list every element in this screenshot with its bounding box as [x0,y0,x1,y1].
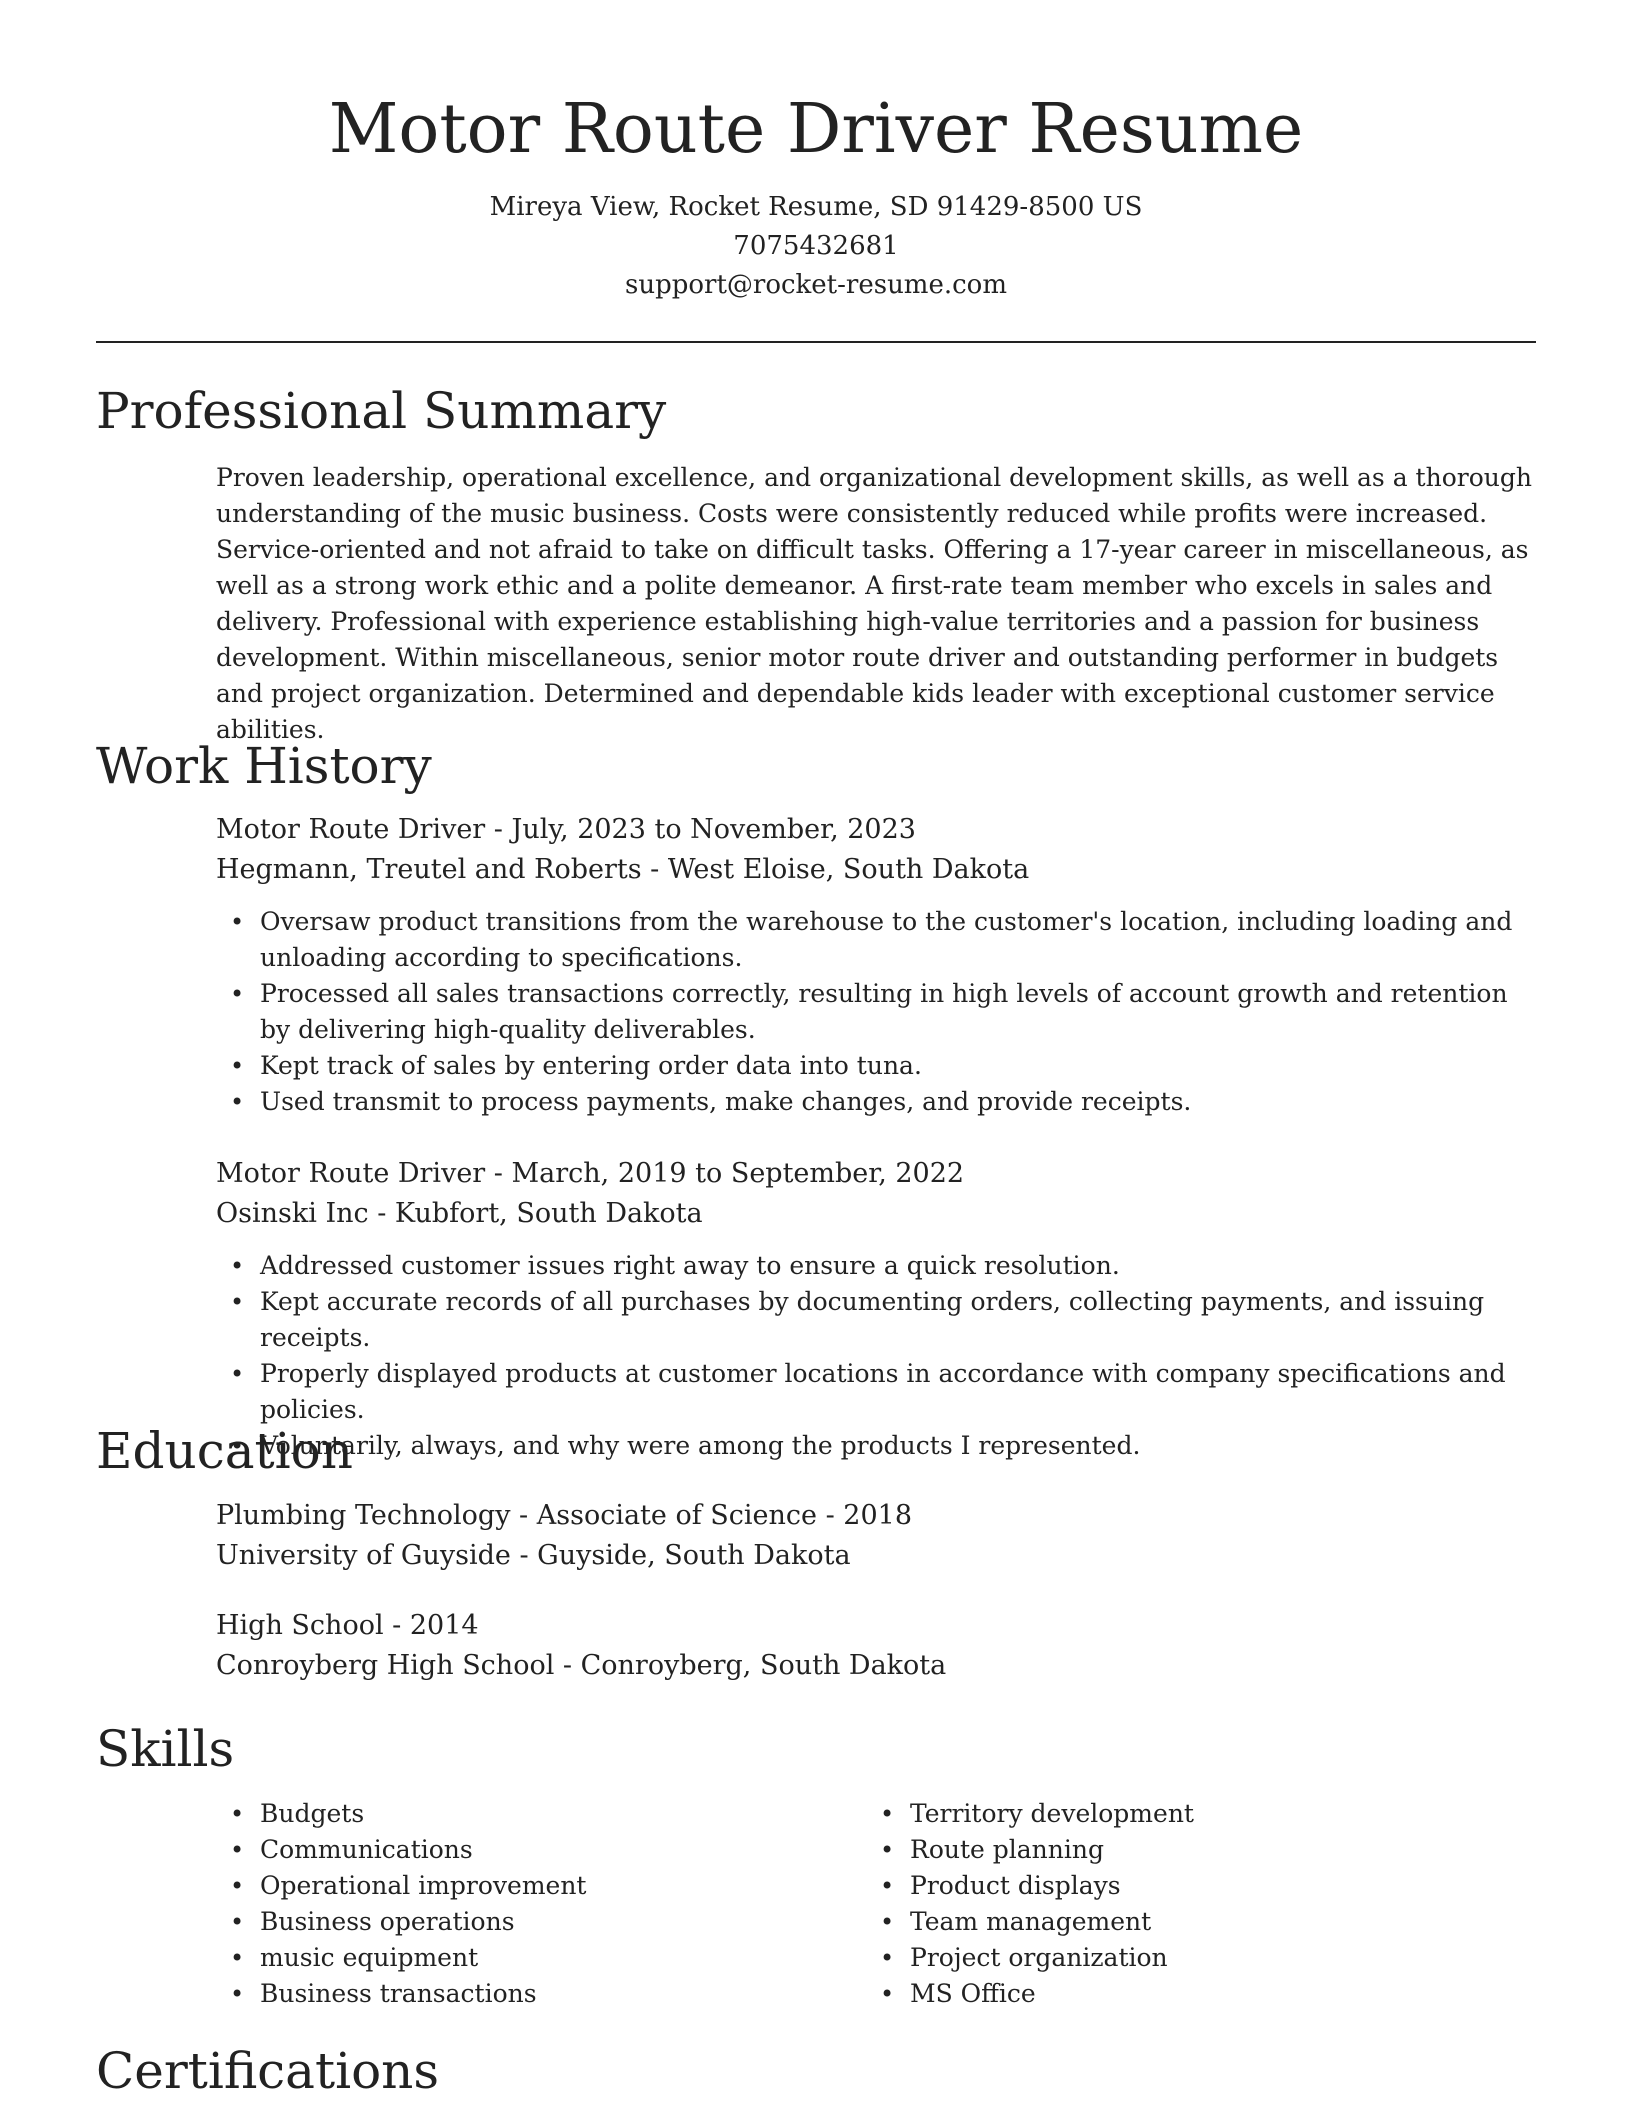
job-entry [216,810,1536,1120]
skill-item: • Budgets [216,1796,866,1832]
job-entry [216,1154,1536,1464]
job-duties-list [216,1248,1536,1464]
skills-list-right [866,1796,1516,2012]
job-duty-item: • Kept track of sales by entering order data into tuna. [216,1048,1536,1084]
school-location: - Conroyberg, South Dakota [554,1650,947,1681]
job-location: - Kubfort, South Dakota [368,1198,703,1229]
job-duties-list [216,904,1536,1120]
job-title: Motor Route Driver [216,814,486,845]
skill-item: • Route planning [866,1832,1516,1868]
work-history-heading: Work History [96,737,432,795]
skill-item: • Product displays [866,1868,1516,1904]
job-company-line [216,1194,1536,1234]
certifications-heading: Certifications [96,2042,440,2100]
contact-phone: 7075432681 [733,231,899,261]
school-line [216,1536,1536,1576]
education-heading: Education [96,1422,353,1480]
skills-heading: Skills [96,1720,235,1778]
skill-item: • Communications [216,1832,866,1868]
skill-item: • MS Office [866,1976,1516,2012]
degree-line [216,1496,1536,1536]
skills-grid [216,1796,1536,2012]
job-duty-item: • Oversaw product transitions from the warehouse to the customer's location, including loading and unloading according to specifications. [216,904,1536,976]
job-title: Motor Route Driver [216,1158,486,1189]
school-name: University of Guyside [216,1540,511,1571]
header-divider [96,341,1536,343]
skill-item: • Team management [866,1904,1516,1940]
job-title-line [216,810,1536,850]
job-duty-item: • Properly displayed products at customer locations in accordance with company specifications and policies. [216,1356,1536,1428]
job-company-line [216,850,1536,890]
job-dates: - March, 2019 to September, 2022 [485,1158,965,1189]
skill-item: • Project organization [866,1940,1516,1976]
school-name: Conroyberg High School [216,1650,555,1681]
degree-name: Plumbing Technology - Associate of Science [216,1500,818,1531]
job-duty-item: • Used transmit to process payments, make changes, and provide receipts. [216,1084,1536,1120]
skills-list-left [216,1796,866,2012]
job-duty-item: • Processed all sales transactions correctly, resulting in high levels of account growth and retention by delivering high-quality deliverables. [216,976,1536,1048]
job-location: - West Eloise, South Dakota [641,854,1030,885]
skill-item: • Business transactions [216,1976,866,2012]
job-dates: - July, 2023 to November, 2023 [485,814,916,845]
degree-name: High School [216,1610,384,1641]
contact-address: Mireya View, Rocket Resume, SD 91429-8500 US [489,192,1143,222]
school-line [216,1646,1536,1686]
education-entry [216,1496,1536,1576]
resume-title: Motor Route Driver Resume [328,90,1304,169]
resume-header [96,86,1536,305]
job-duty-item: • Addressed customer issues right away to ensure a quick resolution. [216,1248,1536,1284]
job-title-line [216,1154,1536,1194]
contact-block [96,188,1536,305]
job-company: Hegmann, Treutel and Roberts [216,854,642,885]
job-duty-item: • Voluntarily, always, and why were among the products I represented. [216,1428,1536,1464]
job-company: Osinski Inc [216,1198,369,1229]
degree-line [216,1606,1536,1646]
degree-year: - 2014 [383,1610,479,1641]
job-duty-item: • Kept accurate records of all purchases by documenting orders, collecting payments, and issuing receipts. [216,1284,1536,1356]
school-location: - Guyside, South Dakota [510,1540,851,1571]
contact-email: support@rocket-resume.com [624,270,1007,300]
summary-text: Proven leadership, operational excellence, and organizational development skills, as well as a thorough understanding of the music business. Costs were consistently reduced while profits were increased. Service-oriented and not afraid to take on difficult tasks. Offering a 17-year career in miscellaneous, as well as a strong work ethic and a polite demeanor. A first-rate team member who excels in sales and delivery. Professional with experience establishing high-value territories and a passion for business development. Within miscellaneous, senior motor route driver and outstanding performer in budgets and project organization. Determined and dependable kids leader with exceptional customer service abilities. [216,463,1532,744]
skill-item: • Operational improvement [216,1868,866,1904]
skill-item: • Territory development [866,1796,1516,1832]
degree-year: - 2018 [817,1500,913,1531]
skill-item: • music equipment [216,1940,866,1976]
skill-item: • Business operations [216,1904,866,1940]
summary-heading: Professional Summary [96,382,667,440]
education-entry [216,1606,1536,1686]
